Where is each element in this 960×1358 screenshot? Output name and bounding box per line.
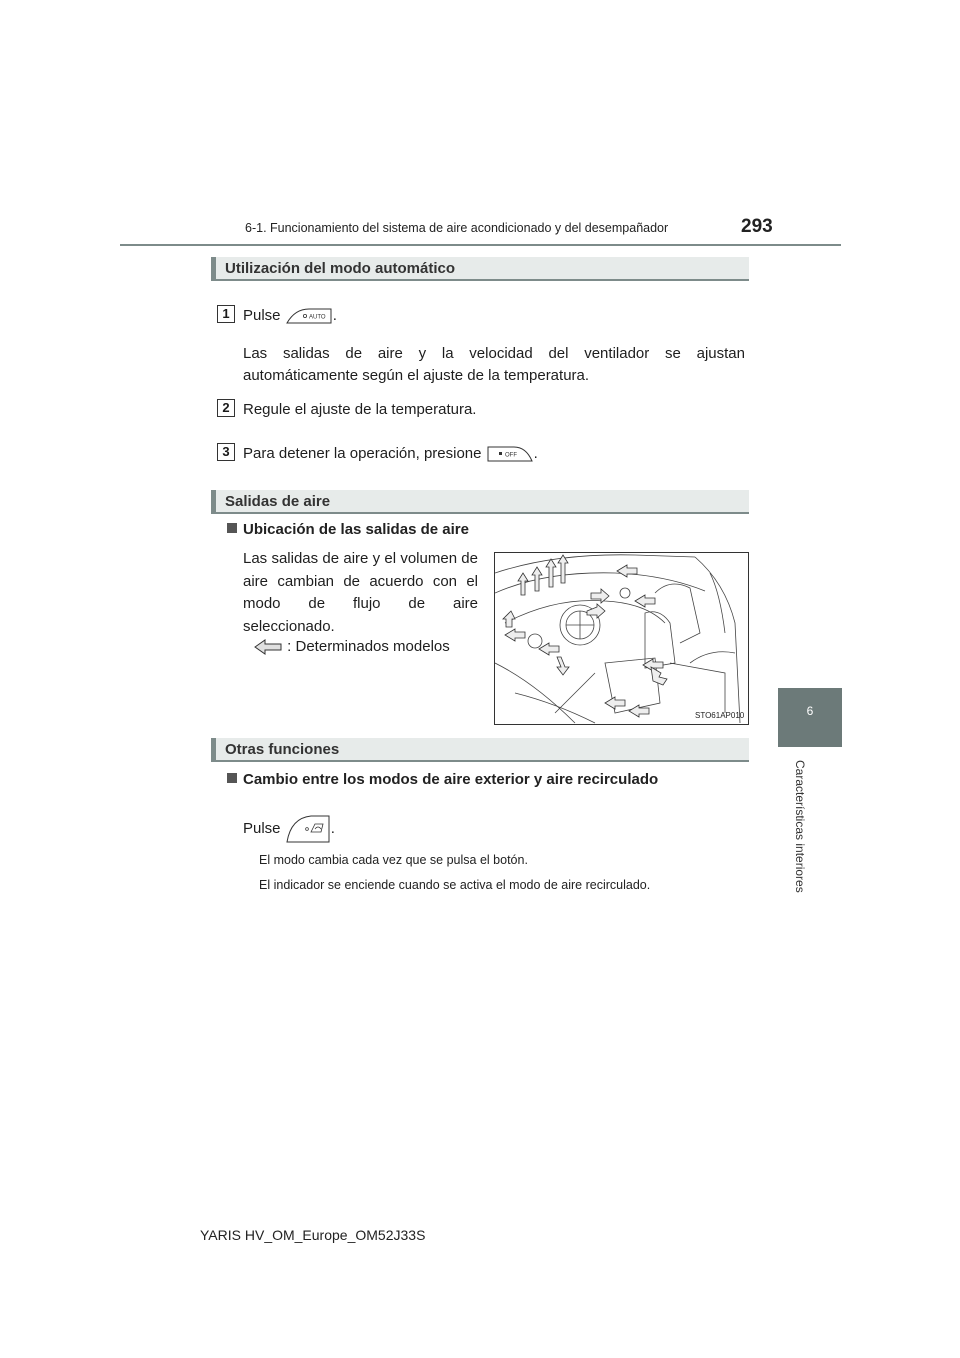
off-button-icon: [486, 445, 534, 463]
step-3-period: .: [533, 445, 538, 462]
outlets-line-2: aire cambian de acuerdo con el: [243, 572, 478, 590]
subheading-text: Ubicación de las salidas de aire: [243, 521, 469, 538]
step-2-text: Regule el ajuste de la temperatura.: [243, 401, 477, 418]
section-heading-auto-mode: [211, 257, 749, 281]
outlets-line-3: modo de flujo de aire: [243, 595, 478, 613]
step-1-note: Las salidas de aire y la velocidad del ventilador se ajustan automáticamente según el ajuste de la temperatura.: [243, 345, 745, 384]
car-interior-drawing: [495, 553, 748, 724]
section-heading-other: [211, 738, 749, 762]
recirculation-button-icon: [285, 814, 331, 844]
header-rule: [120, 244, 841, 246]
svg-text:AUTO: AUTO: [308, 314, 326, 321]
subheading-text: Cambio entre los modos de aire exterior y aire recirculado: [243, 771, 659, 788]
chapter-label: [793, 760, 813, 960]
recirc-period: .: [330, 819, 335, 837]
step-number-3: 3: [217, 443, 235, 461]
chapter-number: 6: [806, 704, 814, 718]
step-1-period: .: [332, 307, 337, 324]
square-bullet-icon: [227, 523, 237, 533]
image-code: STO61AP010: [695, 711, 745, 720]
note-2: El indicador se enciende cuando se activa el modo de aire recirculado.: [259, 878, 651, 892]
subheading-outlet-location: [227, 521, 469, 538]
subheading-recirculation: [227, 771, 658, 788]
document-code-footer: YARIS HV_OM_Europe_OM52J33S: [200, 1227, 426, 1243]
auto-button-icon: [285, 307, 333, 325]
recirculation-step-line: [243, 814, 335, 844]
running-header: 6-1. Funcionamiento del sistema de aire acondicionado y del desempañador: [245, 221, 669, 235]
chapter-label-text: Características interiores: [793, 760, 807, 893]
step-1-line: [243, 305, 337, 327]
step-3-line: [243, 443, 538, 465]
recirc-text: Pulse: [243, 819, 281, 837]
section-title: Otras funciones: [225, 741, 340, 758]
step-number-2: 2: [217, 399, 235, 417]
page-number: 293: [741, 216, 773, 237]
section-title: Utilización del modo automático: [225, 260, 456, 277]
outlet-arrow-icon: [253, 637, 283, 657]
outlets-line-4: seleccionado.: [243, 617, 335, 635]
square-bullet-icon: [227, 773, 237, 783]
step-3-text: Para detener la operación, presione: [243, 445, 482, 462]
step-1-text: Pulse: [243, 307, 281, 324]
legend-text: : Determinados modelos: [287, 638, 450, 655]
note-1: El modo cambia cada vez que se pulsa el botón.: [259, 853, 528, 867]
legend-row: [253, 636, 450, 658]
svg-text:OFF: OFF: [504, 452, 517, 459]
air-outlets-illustration: [494, 552, 749, 725]
chapter-tab: [778, 688, 842, 747]
section-heading-outlets: [211, 490, 749, 514]
outlets-paragraph: [243, 548, 478, 638]
step-number-1: 1: [217, 305, 235, 323]
section-title: Salidas de aire: [225, 493, 331, 510]
outlets-line-1: Las salidas de aire y el volumen de: [243, 550, 478, 567]
